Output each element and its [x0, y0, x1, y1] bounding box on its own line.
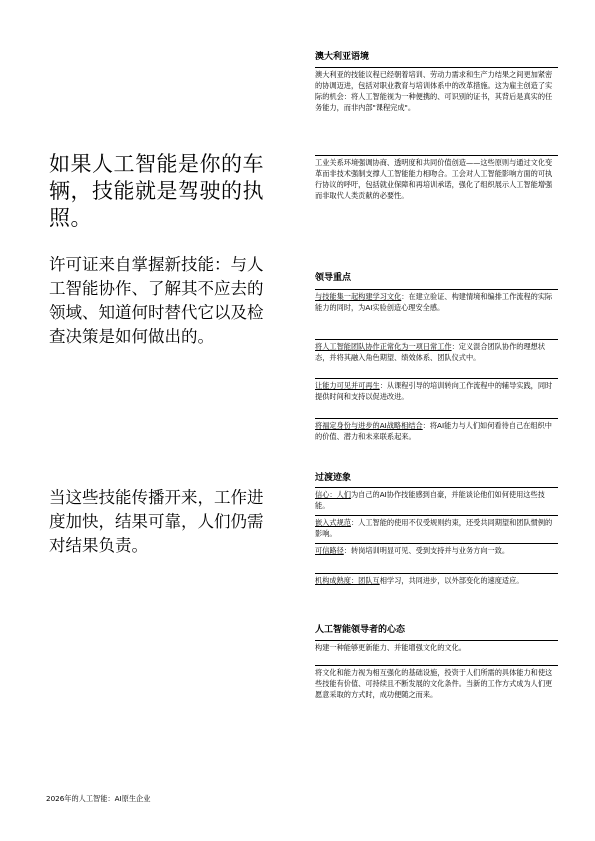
transition-item-lead: 嵌入式规范 [315, 518, 351, 527]
mindset-paragraph-2: 将文化和能力视为相互强化的基础设施，投资于人们所需的具体能力和使这些技能有价值、可持续且不断发展的文化条件。当新的工作方式成为人们更愿意采取的方式时，成功便随之而来。 [315, 665, 558, 700]
transition-item-lead: 机构成熟度：团队互 [315, 576, 380, 585]
section-title-leadership: 领导重点 [315, 273, 352, 283]
transition-item-text: ：人工智能的使用不仅受规则约束，还受共同期望和团队惯例的影响。 [315, 518, 553, 538]
leadership-item-text: ：定义混合团队协作的理想状态，并将其融入角色期望、绩效体系、团队仪式中。 [315, 342, 546, 362]
leadership-item [315, 418, 558, 442]
leadership-item [315, 378, 558, 402]
page-footer: 2026年的人工智能：AI原生企业 [46, 794, 151, 803]
leadership-item [315, 289, 558, 313]
leadership-item-lead: 与技能集一起构建学习文化 [315, 292, 402, 301]
transition-item [315, 515, 558, 539]
pull-quote-outcomes: 当这些技能传播开来，工作进度加快，结果可靠，人们仍需对结果负责。 [49, 488, 264, 555]
leadership-item-lead: 将福定身份与进步的AI战略相结合 [315, 421, 423, 430]
transition-item [315, 543, 558, 556]
leadership-item-lead: 让能力可见并可再生 [315, 381, 380, 390]
transition-item-text: ：转岗培训明显可见、受到支持并与业务方向一致。 [343, 546, 510, 555]
australia-paragraph-2: 工业关系环境强调协商、透明度和共同价值创造——这些原则与通过文化变革而非技术强制支撑人工智能能力相吻合。工会对人工智能影响方面的可执行协议的呼吁，包括就业保障和再培训承诺，强化了组织展示人工智能增强而非取代人类贡献的必要性。 [315, 155, 558, 201]
section-title-australia: 澳大利亚语境 [315, 52, 370, 62]
transition-item-text: 相学习，共同进步，以外部变化的速度适应。 [379, 576, 524, 585]
section-title-transition: 过渡迹象 [315, 473, 352, 483]
section-title-mindset: 人工智能领导者的心态 [315, 625, 406, 635]
mindset-paragraph-1: 构建一种能够更新能力、并能增强文化的文化。 [315, 640, 558, 653]
leadership-item-lead: 将人工智能团队协作正常化为一项日常工作 [315, 342, 452, 351]
pull-quote-skills: 许可证来自掌握新技能：与人工智能协作、了解其不应去的领域、知道何时替代它以及检查决策是如何做出的。 [49, 255, 264, 346]
transition-item [315, 573, 558, 586]
transition-item [315, 487, 558, 511]
leadership-item-text: ：在建立验证、构建情境和编排工作流程的实际能力的同时，为AI实验创造心理安全感。 [315, 292, 553, 312]
transition-item-lead: 可信路径 [315, 546, 344, 555]
australia-paragraph-1: 澳大利亚的技能议程已经朝着培训、劳动力需求和生产力结果之间更加紧密的协调迈进，包括对职业教育与培训体系中的改革措施。这为雇主创造了实际的机会：将人工智能视为一种便携的、可识别的证书，其背后是真实的任务能力，而非内部"课程完成"。 [315, 67, 558, 113]
leadership-item [315, 339, 558, 363]
transition-item-lead: 信心：人们 [315, 490, 351, 499]
leadership-item-text: ：将AI能力与人们如何看待自己在组织中的价值、潜力和未来联系起来。 [315, 421, 552, 441]
leadership-item-text: ：从课程引导的培训转向工作流程中的辅导实践，同时提供时间和支持以促进改进。 [315, 381, 553, 401]
transition-item-text: 为自己的AI协作技能感到自豪，并能谈论他们如何使用这些技能。 [315, 490, 545, 510]
pull-quote-license: 如果人工智能是你的车辆，技能就是驾驶的执照。 [49, 152, 264, 230]
